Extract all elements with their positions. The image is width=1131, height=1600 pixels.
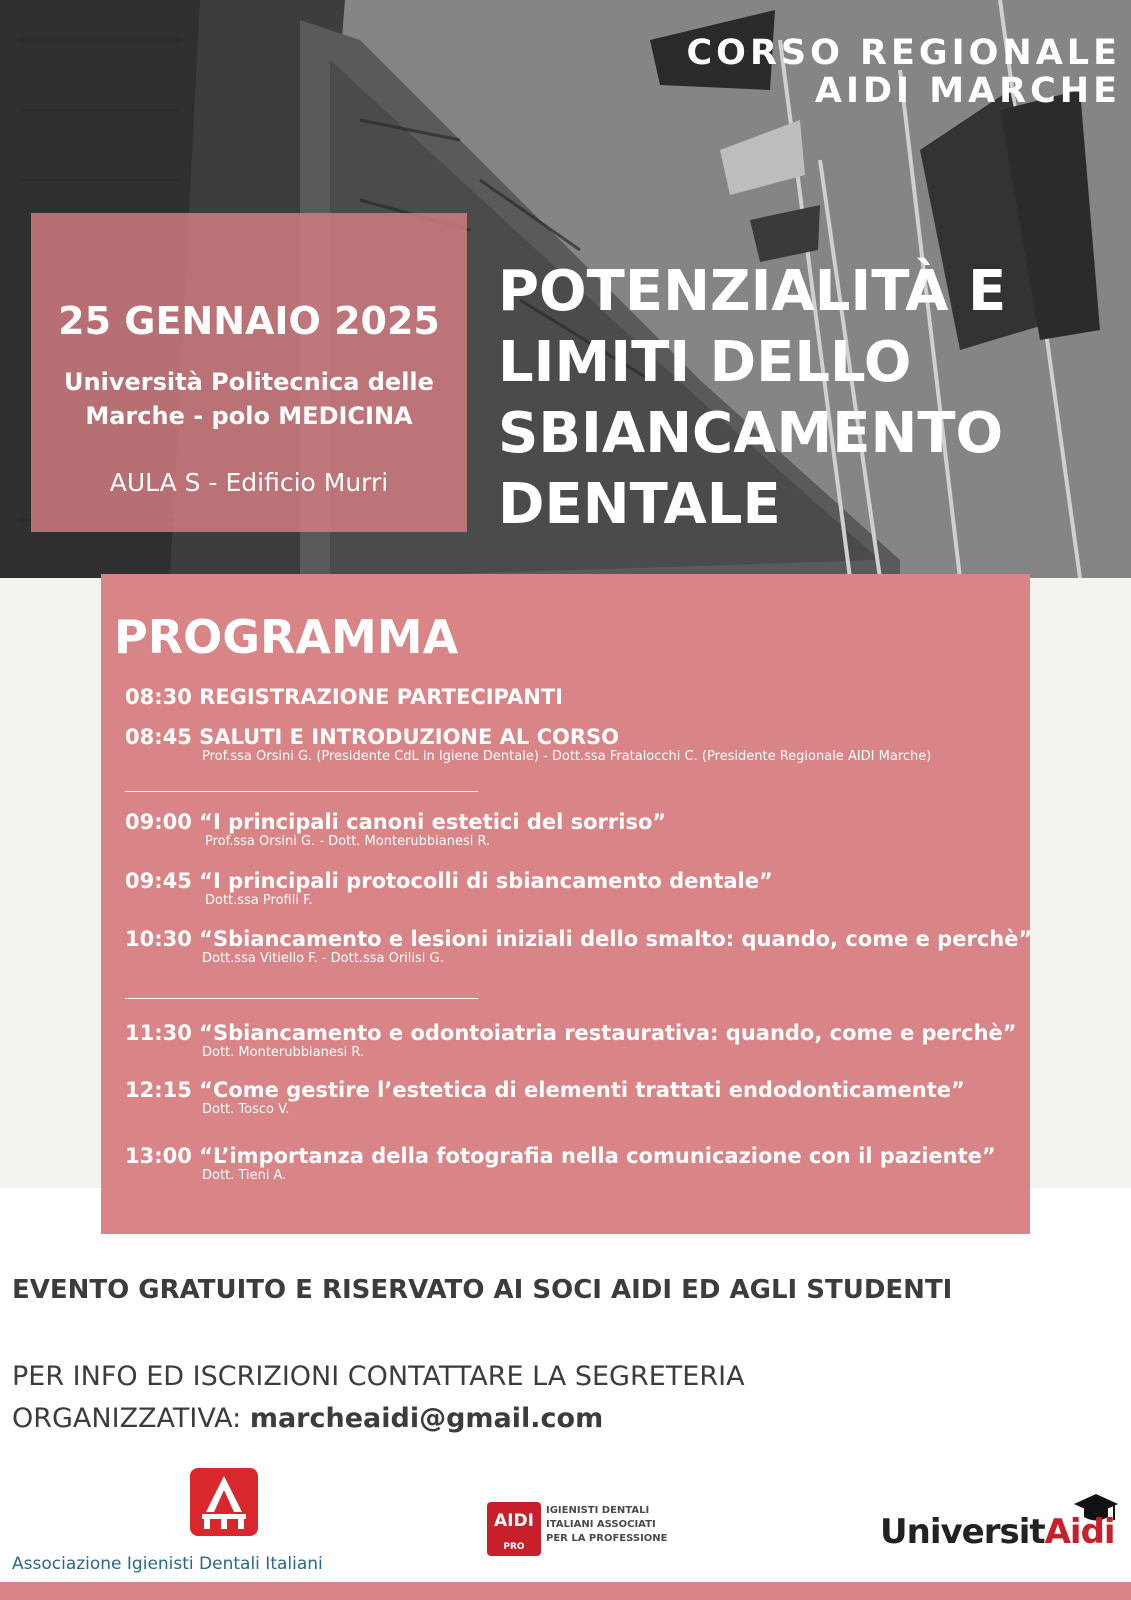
universitaidi-wordmark — [880, 1512, 1115, 1552]
aidi-emblem-icon — [190, 1468, 258, 1536]
hero-banner — [0, 0, 1131, 578]
event-venue-line1: Università Politecnica delle — [64, 368, 434, 396]
aidi-pro-line1: IGIENISTI DENTALI — [546, 1505, 650, 1516]
programme-item-speakers: Prof.ssa Orsini G. - Dott. Monterubbianesi R. — [205, 834, 491, 849]
programme-item — [125, 868, 773, 908]
contact-email-link[interactable]: marcheaidi@gmail.com — [249, 1403, 604, 1434]
course-title — [687, 34, 1122, 110]
footer-bar — [0, 1582, 1131, 1600]
programme-item-text: 12:15 “Come gestire l’estetica di elementi trattati endodonticamente” — [125, 1078, 965, 1102]
programme-heading: PROGRAMMA — [114, 610, 459, 664]
programme-item-text: 11:30 “Sbiancamento e odontoiatria restaurativa: quando, come e perchè” — [125, 1021, 1017, 1045]
aidi-pro-badge-text: AIDI — [494, 1511, 534, 1531]
universitaidi-logo — [880, 1490, 1120, 1560]
event-info-box — [31, 213, 467, 532]
contact-info-line1: PER INFO ED ISCRIZIONI CONTATTARE LA SEGRETERIA — [12, 1361, 745, 1392]
main-title-line4: DENTALE — [498, 472, 781, 537]
aidi-logo — [12, 1468, 322, 1578]
contact-info-prefix: ORGANIZZATIVA: — [12, 1403, 250, 1434]
aidi-pro-badge — [487, 1502, 541, 1556]
programme-item — [125, 1077, 965, 1117]
event-venue-line2: Marche - polo MEDICINA — [85, 402, 413, 430]
main-title — [498, 256, 1006, 540]
separator-line — [125, 998, 478, 999]
programme-item — [125, 809, 666, 849]
event-venue — [31, 365, 467, 433]
programme-item-text: 09:00 “I principali canoni estetici del sorriso” — [125, 810, 667, 834]
programme-item-speakers: Prof.ssa Orsini G. (Presidente CdL in Igiene Dentale) - Dott.ssa Fratalocchi C. (Presidente Regionale AIDI Marche) — [202, 749, 932, 764]
free-event-notice: EVENTO GRATUITO E RISERVATO AI SOCI AIDI ED AGLI STUDENTI — [12, 1275, 953, 1305]
aidi-pro-badge-sub: PRO — [503, 1542, 525, 1552]
programme-item-text: 08:45 SALUTI E INTRODUZIONE AL CORSO — [125, 725, 620, 749]
aidi-pro-logo — [487, 1500, 667, 1560]
aidi-logo-caption: Associazione Igienisti Dentali Italiani — [12, 1554, 323, 1574]
programme-item — [125, 1143, 996, 1183]
programme-item — [125, 684, 563, 710]
separator-line — [125, 791, 478, 792]
course-title-line2: AIDI MARCHE — [814, 71, 1121, 111]
programme-item-speakers: Dott. Tieni A. — [202, 1168, 287, 1183]
programme-item — [125, 926, 1032, 966]
programme-item-text: 09:45 “I principali protocolli di sbiancamento dentale” — [125, 869, 773, 893]
programme-box — [101, 574, 1033, 1234]
main-title-line2: LIMITI DELLO — [498, 330, 912, 395]
main-title-line1: POTENZIALITÀ E — [498, 259, 1007, 324]
aidi-pro-text — [546, 1504, 668, 1546]
contact-info — [12, 1356, 745, 1440]
programme-item-speakers: Dott.ssa Vitiello F. - Dott.ssa Orilisi G. — [202, 951, 444, 966]
programme-item — [125, 724, 931, 764]
aidi-pro-line2: ITALIANI ASSOCIATI — [546, 1519, 656, 1530]
contact-info-line2 — [12, 1398, 745, 1440]
programme-item-speakers: Dott.ssa Profili F. — [205, 893, 313, 908]
event-room: AULA S - Edificio Murri — [109, 468, 389, 497]
course-title-line1: CORSO REGIONALE — [686, 33, 1121, 73]
programme-item-text: 08:30 REGISTRAZIONE PARTECIPANTI — [125, 685, 563, 709]
programme-item-text: 13:00 “L’importanza della fotografia nella comunicazione con il paziente” — [125, 1144, 996, 1168]
universitaidi-suffix: Aidi — [1044, 1512, 1115, 1552]
programme-item-speakers: Dott. Tosco V. — [202, 1102, 290, 1117]
universitaidi-prefix: Universit — [880, 1512, 1045, 1552]
event-date: 25 GENNAIO 2025 — [58, 299, 440, 343]
aidi-pro-line3: PER LA PROFESSIONE — [546, 1533, 668, 1544]
programme-item — [125, 1020, 1017, 1060]
main-title-line3: SBIANCAMENTO — [498, 401, 1004, 466]
programme-item-text: 10:30 “Sbiancamento e lesioni iniziali dello smalto: quando, come e perchè” — [125, 927, 1033, 951]
programme-item-speakers: Dott. Monterubbianesi R. — [202, 1045, 365, 1060]
